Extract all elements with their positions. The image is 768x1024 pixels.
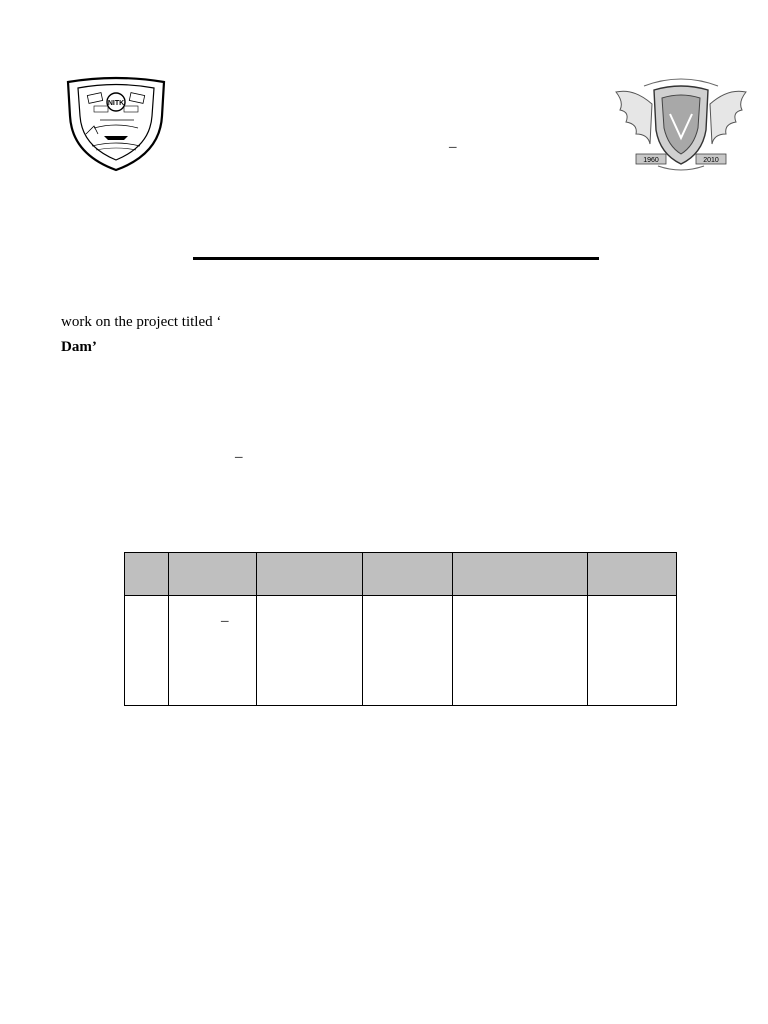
table-cell [363, 596, 453, 706]
table-cell [588, 596, 677, 706]
svg-text:NITK: NITK [107, 100, 125, 107]
table-cell [257, 596, 363, 706]
details-table [124, 552, 677, 706]
table-header-cell [125, 553, 169, 596]
seal-year-start: 1960 [643, 157, 659, 164]
body-dash: – [235, 449, 243, 465]
header-dash: – [449, 139, 457, 155]
table-cell [125, 596, 169, 706]
title-underline-rule [193, 257, 599, 260]
table-row [125, 596, 677, 706]
seal-year-end: 2010 [703, 157, 719, 164]
table-cell [169, 596, 257, 706]
table-header-cell [257, 553, 363, 596]
table-cell-dash: – [221, 613, 229, 629]
table-header-row [125, 553, 677, 596]
winged-shield-crest-icon [614, 74, 748, 174]
table-header-cell [453, 553, 588, 596]
table-header-cell [588, 553, 677, 596]
project-title-end: Dam’ [61, 339, 97, 355]
table-header-cell [169, 553, 257, 596]
project-title-intro: work on the project titled ‘ [61, 314, 222, 330]
table-header-cell [363, 553, 453, 596]
table-cell [453, 596, 588, 706]
institute-shield-crest-icon [64, 76, 168, 172]
